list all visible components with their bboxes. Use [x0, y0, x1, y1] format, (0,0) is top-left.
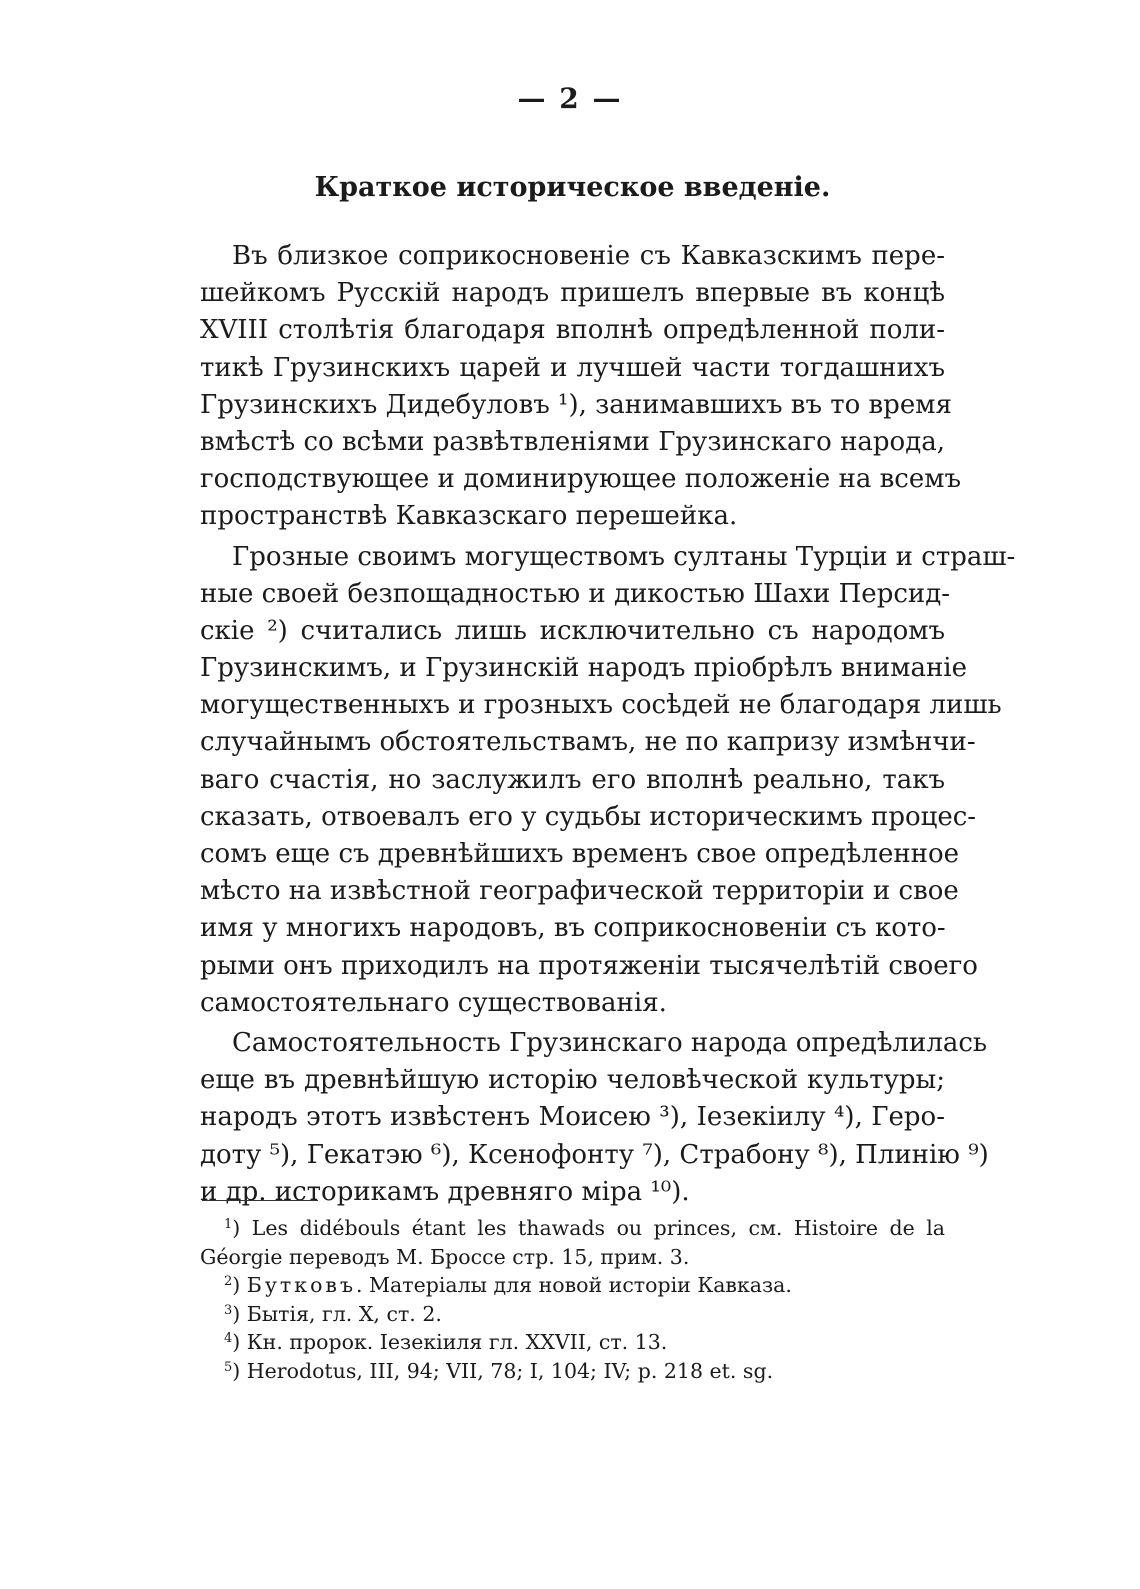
footnote-marker: 5 [224, 1359, 233, 1375]
paragraph-2 [200, 539, 1016, 1022]
text-line: и др. историкамъ древняго міра ¹⁰). [200, 1176, 690, 1207]
footnote-author: Бутковъ [246, 1273, 357, 1298]
footnote-marker: 3 [224, 1302, 233, 1318]
text-line: рыми онъ приходилъ на протяженіи тысячелѣтій своего [200, 950, 978, 981]
text-line: Грузинскимъ, и Грузинскій народъ пріобрѣлъ вниманіе [200, 653, 967, 684]
text-line: сомъ еще съ древнѣйшихъ временъ свое опредѣленное [200, 839, 960, 869]
footnotes [200, 1214, 945, 1386]
text-line: могущественныхъ и грозныхъ сосѣдей не благодаря лишь [200, 690, 1002, 721]
footnote-5: $^5$) Herodotus, III, 94; VII, 78; I, 104; IV; p. 218 et. sg. [224, 1358, 774, 1383]
footnote-2: $^2$) Бутковъ. Матеріалы для новой исторіи Кавказа. [224, 1273, 792, 1298]
footnote-3: $^3$) Бытія, гл. X, ст. 2. [224, 1301, 442, 1326]
page-number: — 2 — [517, 82, 623, 115]
text-line: ные своей безпощадностью и дикостью Шахи Персид- [200, 578, 951, 609]
text-line: Въ близкое соприкосновеніе съ Кавказскимъ пере- [232, 241, 945, 271]
footnote-text: . Матеріалы для новой исторіи Кавказа. [356, 1273, 792, 1298]
text-line: шейкомъ Русскій народъ пришелъ впервые въ концѣ [200, 278, 945, 309]
paragraph-1 [200, 238, 962, 536]
text-line: сказать, отвоевалъ его у судьбы историческимъ процес- [200, 801, 977, 832]
footnote-text: Herodotus, III, 94; VII, 78; I, 104; IV; p. 218 et. sg. [246, 1358, 774, 1383]
text-line: самостоятельнаго существованія. [200, 987, 667, 1018]
text-line: случайнымъ обстоятельствамъ, не по капризу измѣнчи- [200, 727, 976, 758]
body-text [200, 238, 1016, 1211]
text-line: имя у многихъ народовъ, въ соприкосновеніи съ кото- [200, 913, 946, 944]
text-line: ваго счастія, но заслужилъ его вполнѣ реально, такъ [200, 764, 945, 795]
footnote-1: $^1$) Les didébouls étant les thawads ou princes, см. Histoire de la [224, 1216, 945, 1240]
text-line: скіе ²) считались лишь исключительно съ народомъ [200, 615, 945, 646]
text-line: XVIII столѣтія благодаря вполнѣ опредѣленной поли- [200, 315, 945, 346]
footnote-text: Бытія, гл. X, ст. 2. [246, 1301, 442, 1326]
text-line: господствующее и доминирующее положеніе на всемъ [200, 464, 962, 495]
text-line: вмѣстѣ со всѣми развѣтвленіями Грузинскаго народа, [200, 426, 945, 457]
paragraph-3 [200, 1025, 989, 1211]
footnote-divider [202, 1200, 318, 1201]
text-line: народъ этотъ извѣстенъ Моисею ³), Іезекіилу ⁴), Геро- [200, 1102, 945, 1133]
text-line: Грозные своимъ могуществомъ султаны Турціи и страш- [232, 541, 1016, 572]
text-line: еще въ древнѣйшую исторію человѣческой культуры; [200, 1065, 945, 1096]
footnote-text: Кн. пророк. Іезекіиля гл. XXVII, ст. 13. [246, 1330, 668, 1355]
footnote-4: $^4$) Кн. пророк. Іезекіиля гл. XXVII, ст. 13. [224, 1330, 668, 1355]
footnote-1-continued: Géorgie переводъ М. Броссе стр. 15, прим. 3. [200, 1244, 690, 1269]
text-line: Самостоятельность Грузинскаго народа опредѣлилась [232, 1027, 988, 1058]
footnote-text: Les didébouls étant les thawads ou princes, см. Histoire de la [251, 1216, 945, 1240]
section-heading: Краткое историческое введеніе. [314, 172, 831, 203]
footnote-marker: 4 [224, 1331, 233, 1347]
text-line: пространствѣ Кавказскаго перешейка. [200, 501, 738, 532]
text-line: Грузинскихъ Дидебуловъ ¹), занимавшихъ въ то время [200, 389, 952, 420]
text-line: доту ⁵), Гекатэю ⁶), Ксенофонту ⁷), Страбону ⁸), Плинію ⁹) [200, 1139, 989, 1170]
text-line: тикѣ Грузинскихъ царей и лучшей части тогдашнихъ [200, 352, 945, 383]
text-line: мѣсто на извѣстной географической территоріи и свое [200, 876, 959, 907]
footnote-marker: 2 [224, 1274, 233, 1290]
footnote-marker: 1 [224, 1217, 233, 1232]
